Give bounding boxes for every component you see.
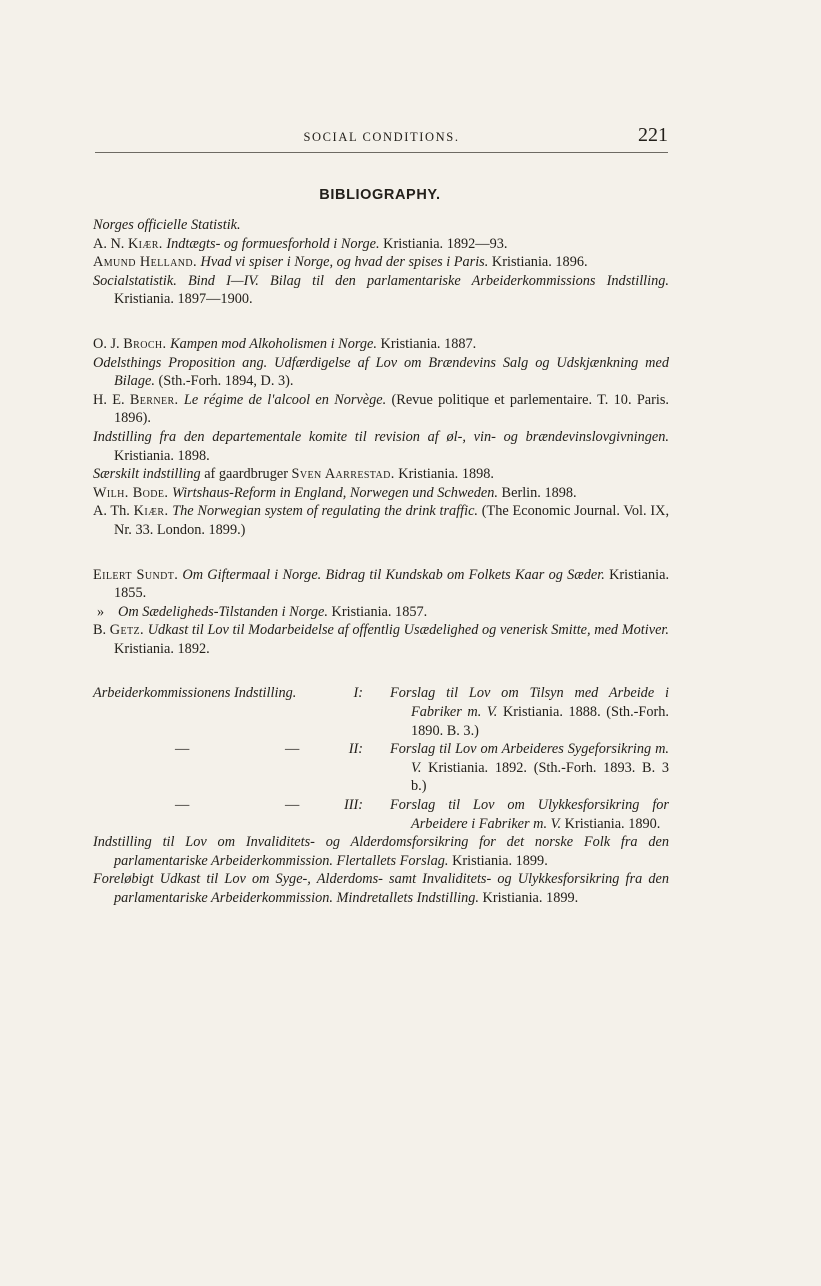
bibliography-entry	[93, 502, 669, 539]
bibliography-entry	[93, 833, 669, 870]
entry-text: (The Economic Journal. Vol. IX, Nr. 33. London. 1899.)	[114, 503, 670, 538]
running-head-title: SOCIAL CONDITIONS.	[303, 130, 460, 144]
entry-text: Kristiania. 1892.	[114, 640, 210, 657]
entry-author-text: Sven Aarrestad.	[291, 466, 395, 483]
ditto-mark: —	[285, 797, 300, 814]
entry-text: Kristiania. 1892—93.	[379, 235, 508, 252]
entry-title-text: Wirtshaus-Reform in England, Norwegen und Schweden.	[171, 484, 498, 501]
entry-title-text: Forslag til Lov om Arbeideres Sygeforsikring m. V.	[390, 741, 669, 776]
commission-entry	[390, 796, 669, 833]
commission-row	[93, 740, 669, 796]
entry-author-text: Broch.	[123, 335, 167, 352]
entry-text: A. Th.	[93, 503, 134, 520]
entry-text: Kristiania. 1892. (Sth.-Forh. 1893. B. 3 b.)	[411, 759, 669, 795]
entry-text: Berlin. 1898.	[497, 484, 577, 501]
entry-author-text: Wilh. Bode.	[93, 484, 169, 501]
entry-text: Kristiania. 1898.	[114, 447, 210, 464]
bibliography-entry	[93, 216, 669, 235]
commission-block	[93, 684, 669, 907]
bibliography-entry	[93, 465, 669, 484]
entry-author-text: Amund Helland.	[93, 254, 197, 271]
entry-title-text: Indtægts- og formuesforhold i Norge.	[166, 235, 380, 252]
bibliography-entry	[93, 870, 669, 907]
bibliography-entry	[93, 484, 669, 503]
bibliography-entry	[93, 335, 669, 354]
entry-text: O. J.	[93, 335, 124, 352]
entry-text: »	[97, 603, 105, 620]
entry-text: Kristiania. 1898.	[394, 466, 494, 483]
entry-text: Kristiania. 1888. (Sth.-Forh. 1890. B. 3.)	[411, 704, 669, 739]
entry-text: (Sth.-Forh. 1894, D. 3).	[154, 373, 294, 390]
section-heading: BIBLIOGRAPHY.	[319, 187, 441, 203]
entry-text: B.	[93, 622, 110, 639]
bibliography-list	[93, 216, 669, 908]
bibliography-group	[93, 566, 669, 659]
entry-title-text: Om Giftermaal i Norge. Bidrag til Kundskab om Folkets Kaar og Sæder.	[182, 566, 605, 583]
bibliography-group	[93, 216, 669, 309]
bibliography-entry	[93, 621, 669, 658]
entry-text: Kristiania. 1855.	[114, 566, 670, 602]
entry-text: Kristiania. 1857.	[327, 603, 428, 620]
entry-title-text: The Norwegian system of regulating the drink traffic.	[172, 503, 478, 520]
commission-number: I:	[353, 685, 363, 702]
entry-title-text: Indstilling til Lov om Invaliditets- og Alderdomsforsikring for det norske Folk fra den parlamentariske Arbeiderkommission. Flertallets Forslag.	[93, 834, 669, 869]
bibliography-entry	[93, 253, 669, 272]
entry-title-text: Hvad vi spiser i Norge, og hvad der spises i Paris.	[200, 254, 489, 271]
entry-text: Kristiania. 1899.	[478, 890, 579, 906]
bibliography-entry	[93, 428, 669, 465]
entry-title-text: Foreløbigt Udkast til Lov om Syge-, Alderdoms- samt Invaliditets- og Ulykkesforsikring fra den parlamentariske Arbeiderkommission. Mindretallets Indstilling.	[93, 871, 669, 906]
bibliography-entry	[93, 272, 669, 309]
entry-text: A. N.	[93, 235, 128, 252]
entry-author-text: Kiær.	[133, 503, 169, 520]
entry-author-text: Kiær.	[127, 235, 163, 252]
entry-title-text: Særskilt indstilling	[93, 466, 201, 483]
bibliography-group	[93, 335, 669, 540]
entry-text: Kristiania. 1897—1900.	[114, 291, 253, 308]
ditto-mark: —	[175, 797, 190, 814]
commission-row	[93, 796, 669, 833]
entry-text: Kristiania. 1896.	[488, 254, 588, 271]
entry-title-text: Udkast til Lov til Modarbeidelse af offentlig Usædelighed og venerisk Smitte, med Motiver.	[147, 622, 669, 639]
entry-text: Kristiania. 1887.	[376, 335, 477, 352]
entry-text: H. E.	[93, 391, 130, 408]
bibliography-entry	[93, 235, 669, 254]
commission-row	[93, 684, 669, 740]
commission-entry	[390, 740, 669, 796]
bibliography-entry	[93, 566, 669, 603]
bibliography-entry	[93, 603, 669, 622]
entry-title-text: Norges officielle Statistik.	[93, 217, 241, 233]
entry-author-text: Eilert Sundt.	[93, 566, 179, 583]
entry-title-text: Socialstatistik. Bind I—IV. Bilag til den parlamentariske Arbeiderkommissions Indstilling.	[93, 272, 669, 289]
bibliography-entry	[93, 354, 669, 391]
entry-text: af gaardbruger	[200, 466, 292, 483]
entry-author-text: Getz.	[109, 622, 145, 639]
running-head	[95, 124, 668, 153]
bibliography-entry	[93, 391, 669, 428]
entry-title-text: Le régime de l'alcool en Norvège.	[183, 391, 387, 408]
commission-entry	[390, 684, 669, 740]
entry-title-text: Kampen mod Alkoholismen i Norge.	[170, 335, 377, 352]
page-number: 221	[638, 124, 668, 146]
commission-row-label	[93, 796, 369, 833]
ditto-mark: —	[175, 741, 190, 758]
entry-title-text: Indstilling fra den departementale komite til revision af øl-, vin- og brændevinslovgivningen.	[93, 428, 669, 445]
commission-number: II:	[348, 741, 363, 758]
entry-title-text: Om Sædeligheds-Tilstanden i Norge.	[118, 603, 328, 620]
ditto-mark: —	[285, 741, 300, 758]
entry-text: Kristiania. 1899.	[448, 852, 548, 869]
commission-lead: Arbeiderkommissionens Indstilling.	[93, 685, 297, 702]
entry-author-text: Berner.	[129, 391, 179, 408]
commission-row-label	[93, 740, 369, 796]
entry-title-text: Forslag til Lov om Tilsyn med Arbeide i Fabriker m. V.	[390, 685, 669, 721]
entry-title-text: Odelsthings Proposition ang. Udfærdigelse af Lov om Brændevins Salg og Udskjænkning med Bilage.	[93, 354, 669, 390]
commission-number: III:	[343, 797, 363, 814]
entry-text: (Revue politique et parlementaire. T. 10. Paris. 1896).	[114, 391, 670, 427]
entry-title-text: Forslag til Lov om Ulykkesforsikring for Arbeidere i Fabriker m. V.	[390, 797, 669, 832]
commission-row-label	[93, 684, 369, 740]
entry-text: Kristiania. 1890.	[561, 815, 661, 832]
